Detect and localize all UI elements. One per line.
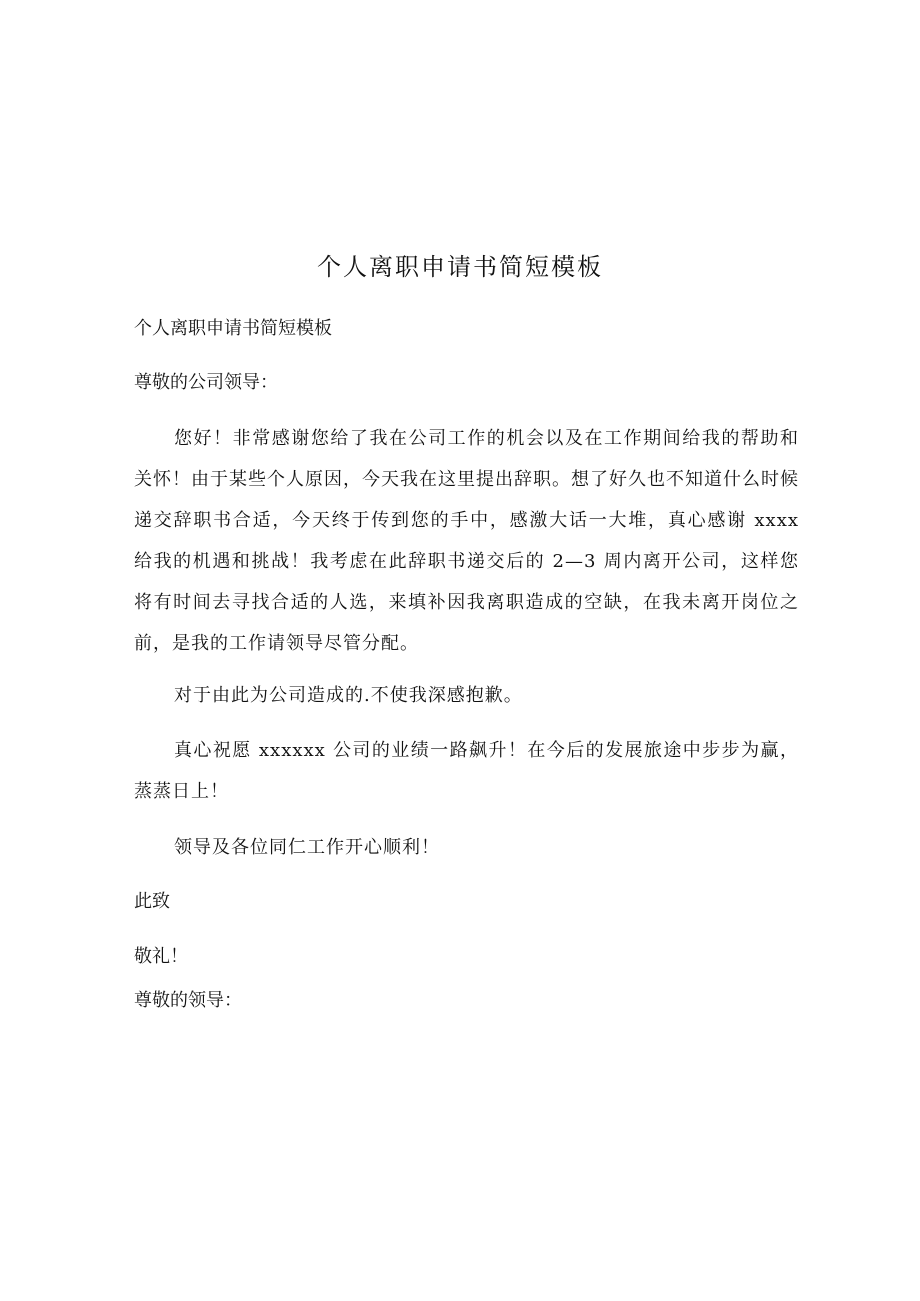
closing-line-1: 此致 xyxy=(134,891,170,912)
second-salutation: 尊敬的领导： xyxy=(134,990,242,1011)
salutation: 尊敬的公司领导： xyxy=(134,372,278,393)
body-paragraph-3: 真心祝愿 xxxxxx 公司的业绩一路飙升！在今后的发展旅途中步步为赢，蒸蒸日上！ xyxy=(134,740,799,802)
body-paragraph-2: 对于由此为公司造成的.不使我深感抱歉。 xyxy=(174,685,523,706)
document-title: 个人离职申请书简短模板 xyxy=(317,253,603,281)
body-paragraph-1: 您好！非常感谢您给了我在公司工作的机会以及在工作期间给我的帮助和关怀！由于某些个人原因，今天我在这里提出辞职。想了好久也不知道什么时候递交辞职书合适，今天终于传到您的手中，感激大话一大堆，真心感谢 xxxx 给我的机遇和挑战！我考虑在此辞职书递交后的 2—3 周内离开公司，这样您将有时间去寻找合适的人选，来填补因我离职造成的空缺，在我未离开岗位之前，是我的工作请领导尽管分配。 xyxy=(134,428,799,654)
closing-line-2: 敬礼！ xyxy=(134,946,188,967)
document-subtitle: 个人离职申请书简短模板 xyxy=(134,318,332,339)
body-paragraph-4: 领导及各位同仁工作开心顺利！ xyxy=(174,837,440,858)
